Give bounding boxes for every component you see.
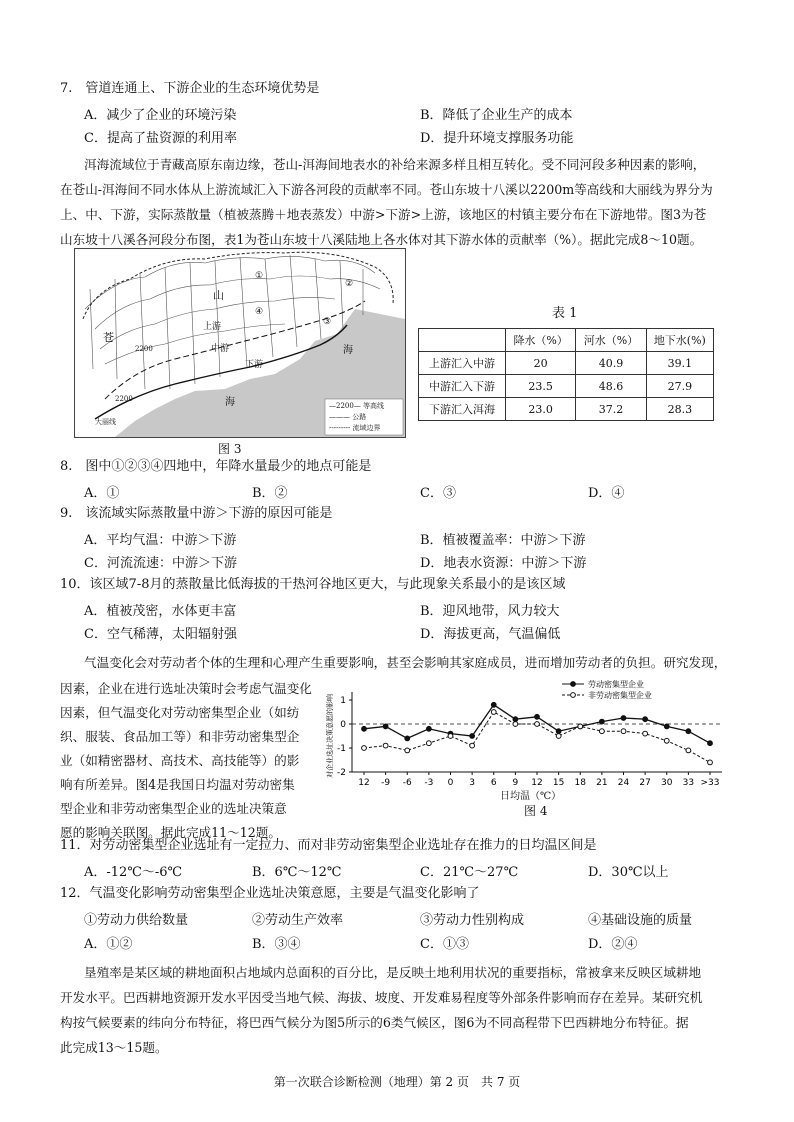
table1-cell: 48.6 <box>576 375 646 398</box>
chart-x-tick-label: -6 <box>402 778 412 788</box>
q7-option-d: D．提升环境支撑服务功能 <box>420 131 574 146</box>
chart-point <box>708 760 713 765</box>
table1-cell: 39.1 <box>646 352 713 375</box>
passage3-line2: 开发水平。巴西耕地资源开发水平因受当地气候、海拔、坡度、开发难易程度等外部条件影响而存在差异。某研究机 <box>60 990 703 1005</box>
map-label-shan: 山 <box>213 289 224 302</box>
q10-option-c: C．空气稀薄，太阳辐射强 <box>84 627 237 642</box>
table1-cell: 28.3 <box>646 398 713 421</box>
chart-x-tick-label: -3 <box>424 778 434 788</box>
q11-stem: 11．对劳动密集型企业选址有一定拉力、而对非劳动密集型企业选址存在推力的日均温区间是 <box>60 838 597 853</box>
q11-option-d: D．30℃以上 <box>588 865 669 880</box>
chart-point <box>491 710 496 715</box>
q8-stem: 8. 图中①②③④四地中，年降水量最少的地点可能是 <box>60 459 372 474</box>
table1-cell: 中游汇入下游 <box>419 375 506 398</box>
q9-option-b: B．植被覆盖率：中游＞下游 <box>420 533 586 548</box>
chart-point <box>383 724 388 729</box>
map-label-2200-b: 2200 <box>115 395 133 403</box>
q12-item-1: ①劳动力供给数量 <box>84 913 189 928</box>
chart-point <box>664 724 669 729</box>
table1-header-cell: 河水（%） <box>576 329 646 352</box>
chart-point <box>535 714 540 719</box>
passage2-line8: 愿的影响关联图。据此完成11～12题。 <box>60 825 281 840</box>
map-label-lower: 下游 <box>245 360 264 370</box>
passage2-line5: 业（如精密器材、高技术、高技能等）的影 <box>60 753 300 768</box>
chart-y-tick-label: 0 <box>340 720 346 730</box>
table1-header-cell: 地下水(%) <box>646 329 713 352</box>
q12-option-c: C．①③ <box>420 937 469 952</box>
passage2-line3: 因素，但气温变化对劳动密集型企业（如纺 <box>60 705 300 720</box>
q9-option-a: A．平均气温：中游＞下游 <box>84 533 237 548</box>
chart-point <box>362 746 367 751</box>
chart-point <box>643 717 648 722</box>
figure3-map <box>74 248 406 438</box>
chart-x-tick-label: 12 <box>531 778 543 788</box>
table-row <box>419 375 714 398</box>
page-footer: 第一次联合诊断检测（地理）第 2 页 共 7 页 <box>273 1075 521 1089</box>
chart-x-tick-label: 9 <box>512 778 519 788</box>
q7-stem: 7. 管道连通上、下游企业的生态环境优势是 <box>60 81 320 96</box>
legend-boundary: --------- 流域边界 <box>329 424 381 432</box>
table1-cell: 20 <box>506 352 576 375</box>
table1-cell: 23.0 <box>506 398 576 421</box>
table1-cell: 37.2 <box>576 398 646 421</box>
table1 <box>418 328 714 421</box>
chart-point <box>599 729 604 734</box>
chart-point <box>470 734 475 739</box>
passage3-line4: 此完成13～15题。 <box>60 1040 168 1055</box>
q7-option-c: C．提高了盐资源的利用率 <box>84 131 237 146</box>
passage2-line4: 织、服装、食品加工等）和非劳动密集型企 <box>60 729 300 744</box>
figure3-caption: 图 3 <box>218 442 242 456</box>
chart-point <box>470 743 475 748</box>
chart-legend-label: 非劳动密集型企业 <box>588 691 652 700</box>
q8-option-b: B．② <box>252 486 288 501</box>
chart-point <box>556 734 561 739</box>
passage3-line1: 垦殖率是某区域的耕地面积占地域内总面积的百分比，是反映土地利用状况的重要指标，常被拿来反映区域耕地 <box>84 965 702 980</box>
chart-y-tick-label: 1 <box>340 696 346 706</box>
q8-option-c: C．③ <box>420 486 456 501</box>
passage3-line3: 构按气候要素的纬向分布特征，将巴西气候分为图5所示的6类气候区，图6为不同高程带下巴西耕地分布特征。据 <box>60 1015 689 1030</box>
chart-point <box>362 726 367 731</box>
map-label-middle: 中游 <box>211 344 230 354</box>
map-label-cang: 苍 <box>103 331 114 344</box>
chart-point <box>513 717 518 722</box>
map-marker-3: ③ <box>323 317 332 327</box>
q12-stem: 12．气温变化影响劳动密集型企业选址决策意愿，主要是气温变化影响了 <box>60 886 480 901</box>
q10-stem: 10．该区域7-8月的蒸散量比低海拔的干热河谷地区更大，与此现象关系最小的是该区域 <box>60 577 566 592</box>
table1-header-cell: 降水（%） <box>506 329 576 352</box>
passage1-line4: 山东坡十八溪各河段分布图，表1为苍山东坡十八溪陆地上各水体对其下游水体的贡献率（%）。据此完成8～10题。 <box>60 232 703 247</box>
map-label-hai-2: 海 <box>225 397 235 408</box>
chart-point <box>664 738 669 743</box>
map-marker-1: ① <box>255 271 264 281</box>
passage2-line6: 响有所差异。图4是我国日均温对劳动密集 <box>60 777 295 792</box>
chart-x-tick-label: 6 <box>490 778 497 788</box>
chart-x-tick-label: 33 <box>682 778 695 788</box>
map-label-2200-a: 2200 <box>135 345 153 353</box>
chart-xlabel: 日均温（℃） <box>500 791 562 802</box>
passage2-line1: 气温变化会对劳动者个体的生理和心理产生重要影响，甚至会影响其家庭成员，进而增加劳动者的负担。研究发现， <box>84 655 727 670</box>
chart-point <box>383 743 388 748</box>
table1-cell: 下游汇入洱海 <box>419 398 506 421</box>
map-marker-4: ④ <box>255 307 264 317</box>
q11-option-a: A．-12℃～-6℃ <box>84 865 183 880</box>
q8-option-d: D．④ <box>588 486 625 501</box>
q12-option-d: D．②④ <box>588 937 638 952</box>
legend-contour: —2200— 等高线 <box>329 402 385 410</box>
chart-point <box>513 722 518 727</box>
chart-point <box>708 741 713 746</box>
chart-x-tick-label: 15 <box>552 778 565 788</box>
q11-option-c: C．21℃～27℃ <box>420 865 519 880</box>
q10-option-b: B．迎风地带，风力较大 <box>420 604 560 619</box>
q9-option-d: D．地表水资源：中游＞下游 <box>420 556 587 571</box>
chart-x-tick-label: 21 <box>596 778 608 788</box>
q12-item-3: ③劳动力性别构成 <box>420 913 525 928</box>
chart-y-tick-label: -2 <box>337 768 346 778</box>
passage2-line7: 型企业和非劳动密集型企业的选址决策意 <box>60 801 287 816</box>
table-row <box>419 398 714 421</box>
q12-item-4: ④基础设施的质量 <box>588 913 693 928</box>
chart-point <box>426 741 431 746</box>
table1-header-row <box>419 329 714 352</box>
chart-point <box>578 724 583 729</box>
chart-point <box>621 716 626 721</box>
chart-point <box>405 736 410 741</box>
map-label-hai-1: 海 <box>343 345 353 356</box>
q7-option-b: B．降低了企业生产的成本 <box>420 108 573 123</box>
figure4-svg <box>322 680 742 800</box>
chart-x-tick-label: 3 <box>469 778 475 788</box>
figure4-caption: 图 4 <box>524 804 548 818</box>
q12-item-2: ②劳动生产效率 <box>252 913 344 928</box>
table1-title: 表 1 <box>552 306 578 321</box>
q10-option-a: A．植被茂密，水体更丰富 <box>84 604 237 619</box>
map-label-dali-line: 大丽线 <box>95 418 116 426</box>
passage2-line2: 因素，企业在进行选址决策时会考虑气温变化 <box>60 681 312 696</box>
q11-option-b: B．6℃～12℃ <box>252 865 342 880</box>
chart-point <box>535 722 540 727</box>
q7-option-a: A．减少了企业的环境污染 <box>84 108 237 123</box>
chart-x-tick-label: 24 <box>617 778 630 788</box>
table-row <box>419 352 714 375</box>
passage1-line1: 洱海流域位于青藏高原东南边缘，苍山-洱海间地表水的补给来源多样且相互转化。受不同河段多种因素的影响， <box>84 157 706 172</box>
map-marker-2: ② <box>345 279 354 289</box>
chart-point <box>599 719 604 724</box>
legend-road: ——— 公路 <box>329 413 367 421</box>
chart-x-tick-label: -9 <box>381 778 391 788</box>
chart-y-label: 对企业选址决策意愿的影响 <box>326 694 334 778</box>
chart-x-tick-label: 30 <box>661 778 673 788</box>
passage1-line3: 上、中、下游，实际蒸散量（植被蒸腾＋地表蒸发）中游>下游>上游，该地区的村镇主要分布在下游地带。图3为苍 <box>60 207 707 222</box>
chart-x-tick-label: 12 <box>358 778 370 788</box>
chart-y-tick-label: -1 <box>337 744 346 754</box>
chart-point <box>405 748 410 753</box>
chart-point <box>621 729 626 734</box>
figure4-chart <box>322 680 742 800</box>
chart-point <box>448 734 453 739</box>
chart-x-tick-label: 18 <box>574 778 586 788</box>
chart-point <box>686 729 691 734</box>
q12-option-b: B．③④ <box>252 937 301 952</box>
chart-point <box>556 729 561 734</box>
q10-option-d: D．海拔更高，气温偏低 <box>420 627 561 642</box>
map-label-upper: 上游 <box>203 322 222 332</box>
chart-legend-marker <box>571 693 576 698</box>
table1-cell: 27.9 <box>646 375 713 398</box>
table1-cell: 23.5 <box>506 375 576 398</box>
q9-option-c: C．河流流速：中游＞下游 <box>84 556 237 571</box>
passage1-line2: 在苍山-洱海间不同水体从上游流域汇入下游各河段的贡献率不同。苍山东坡十八溪以2200m等高线和大丽线为界分为 <box>60 182 713 197</box>
chart-x-tick-label: 0 <box>447 778 454 788</box>
q9-stem: 9. 该流域实际蒸散量中游＞下游的原因可能是 <box>60 506 333 521</box>
chart-point <box>686 748 691 753</box>
table1-cell: 上游汇入中游 <box>419 352 506 375</box>
table1-header-cell <box>419 329 506 352</box>
table1-cell: 40.9 <box>576 352 646 375</box>
chart-point <box>643 731 648 736</box>
chart-x-tick-label: 27 <box>639 778 651 788</box>
chart-point <box>426 726 431 731</box>
chart-legend-marker <box>571 682 576 687</box>
q8-option-a: A．① <box>84 486 120 501</box>
q12-option-a: A．①② <box>84 937 133 952</box>
chart-legend-label: 劳动密集型企业 <box>588 680 644 689</box>
chart-x-tick-label: >33 <box>700 778 720 788</box>
chart-point <box>491 702 496 707</box>
